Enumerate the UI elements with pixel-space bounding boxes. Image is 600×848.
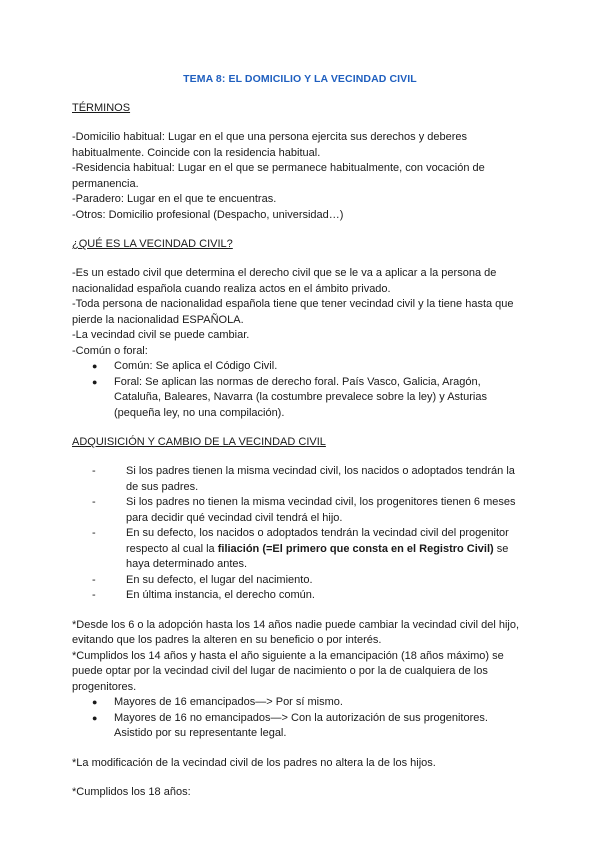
list-item: [90, 495, 528, 526]
list-item-text-before: En su defecto, los nacidos o adoptados tendrán la vecindad civil del progenitor respecto al cual la: [126, 527, 509, 555]
vecindad-types: -Común o foral:: [72, 344, 148, 357]
bullet-icon: ●: [92, 376, 98, 387]
bullet-icon: ●: [92, 712, 98, 723]
vecindad-change: -La vecindad civil se puede cambiar.: [72, 329, 250, 341]
list-item: [90, 711, 528, 742]
dash-icon: -: [92, 589, 96, 601]
list-item-text: En su defecto, el lugar del nacimiento.: [126, 573, 313, 586]
list-item-text-bold: filiación (=El primero que consta en el Registro Civil): [217, 542, 494, 555]
list-item: [90, 573, 528, 589]
list-item-text: Si los padres tienen la misma vecindad civil, los nacidos o adoptados tendrán la de sus padres.: [126, 465, 515, 493]
vecindad-definition: -Es un estado civil que determina el derecho civil que se le va a aplicar a la persona de nacionalidad española cuando realiza actos en el ámbito privado.: [72, 267, 497, 295]
bullet-icon: ●: [92, 361, 98, 371]
list-item-text: En última instancia, el derecho común.: [126, 589, 315, 601]
note-age-18: *Cumplidos los 18 años:: [72, 786, 191, 798]
note-age-14-plus: *Cumplidos los 14 años y hasta el año siguiente a la emancipación (18 años máximo) se puede optar por la vecindad civil del lugar de nacimiento o por la de cualquiera de los progenitores.: [72, 649, 504, 693]
note-18-block: [72, 785, 528, 801]
section-vecindad-body: [72, 266, 528, 421]
note-parents-block: [72, 756, 528, 772]
vecindad-types-list: [72, 359, 528, 421]
term-domicilio-habitual: -Domicilio habitual: Lugar en el que una persona ejercita sus derechos y deberes habitualmente. Coincide con la residencia habitual.: [72, 131, 468, 159]
note-age-6-14: *Desde los 6 o la adopción hasta los 14 años nadie puede cambiar la vecindad civil del hijo, evitando que los padres la alteren en su beneficio o por interés.: [72, 618, 520, 646]
note-parents-change: *La modificación de la vecindad civil de los padres no altera la de los hijos.: [72, 756, 436, 769]
document-page: [72, 72, 528, 815]
list-item-text: Foral: Se aplican las normas de derecho foral. País Vasco, Galicia, Aragón, Cataluña, Baleares, Navarra (la costumbre prevalece sobre la ley) y Asturias (pequeña ley, no una compilación).: [114, 375, 487, 419]
list-item: [90, 695, 528, 711]
section-adquisicion-body: [72, 464, 528, 604]
list-item-text: Mayores de 16 no emancipados—> Con la autorización de sus progenitores. Asistido por su representante legal.: [114, 711, 488, 739]
dash-icon: -: [92, 465, 96, 477]
note-age-list: [72, 695, 528, 742]
list-item: [90, 526, 528, 573]
list-item: [90, 359, 528, 375]
list-item: [90, 588, 528, 604]
term-otros: -Otros: Domicilio profesional (Despacho, universidad…): [72, 208, 344, 221]
document-title: TEMA 8: EL DOMICILIO Y LA VECINDAD CIVIL: [183, 73, 417, 85]
section-heading-terminos: TÉRMINOS: [72, 102, 131, 114]
section-heading-vecindad: ¿QUÉ ES LA VECINDAD CIVIL?: [72, 238, 233, 250]
term-residencia-habitual: -Residencia habitual: Lugar en el que se permanece habitualmente, con vocación de permanencia.: [72, 162, 485, 190]
dash-icon: -: [92, 527, 96, 539]
list-item-text-after: se haya determinado antes.: [126, 542, 509, 570]
section-heading-adquisicion: ADQUISICIÓN Y CAMBIO DE LA VECINDAD CIVIL: [72, 436, 326, 448]
adquisicion-rules-list: [72, 464, 528, 604]
dash-icon: -: [92, 496, 96, 508]
list-item: [90, 464, 528, 495]
dash-icon: -: [92, 573, 96, 586]
bullet-icon: ●: [92, 697, 98, 707]
list-item-text: Si los padres no tienen la misma vecindad civil, los progenitores tienen 6 meses para decidir qué vecindad civil tendrá el hijo.: [126, 496, 516, 524]
list-item: [90, 375, 528, 422]
notes-block: [72, 618, 528, 742]
vecindad-obligation: -Toda persona de nacionalidad española tiene que tener vecindad civil y la tiene hasta que pierde la nacionalidad ESPAÑOLA.: [72, 298, 514, 326]
list-item-text: Común: Se aplica el Código Civil.: [114, 360, 278, 372]
section-terminos-body: [72, 130, 528, 223]
list-item-text: Mayores de 16 emancipados—> Por sí mismo.: [114, 696, 343, 708]
term-paradero: -Paradero: Lugar en el que te encuentras.: [72, 193, 277, 205]
